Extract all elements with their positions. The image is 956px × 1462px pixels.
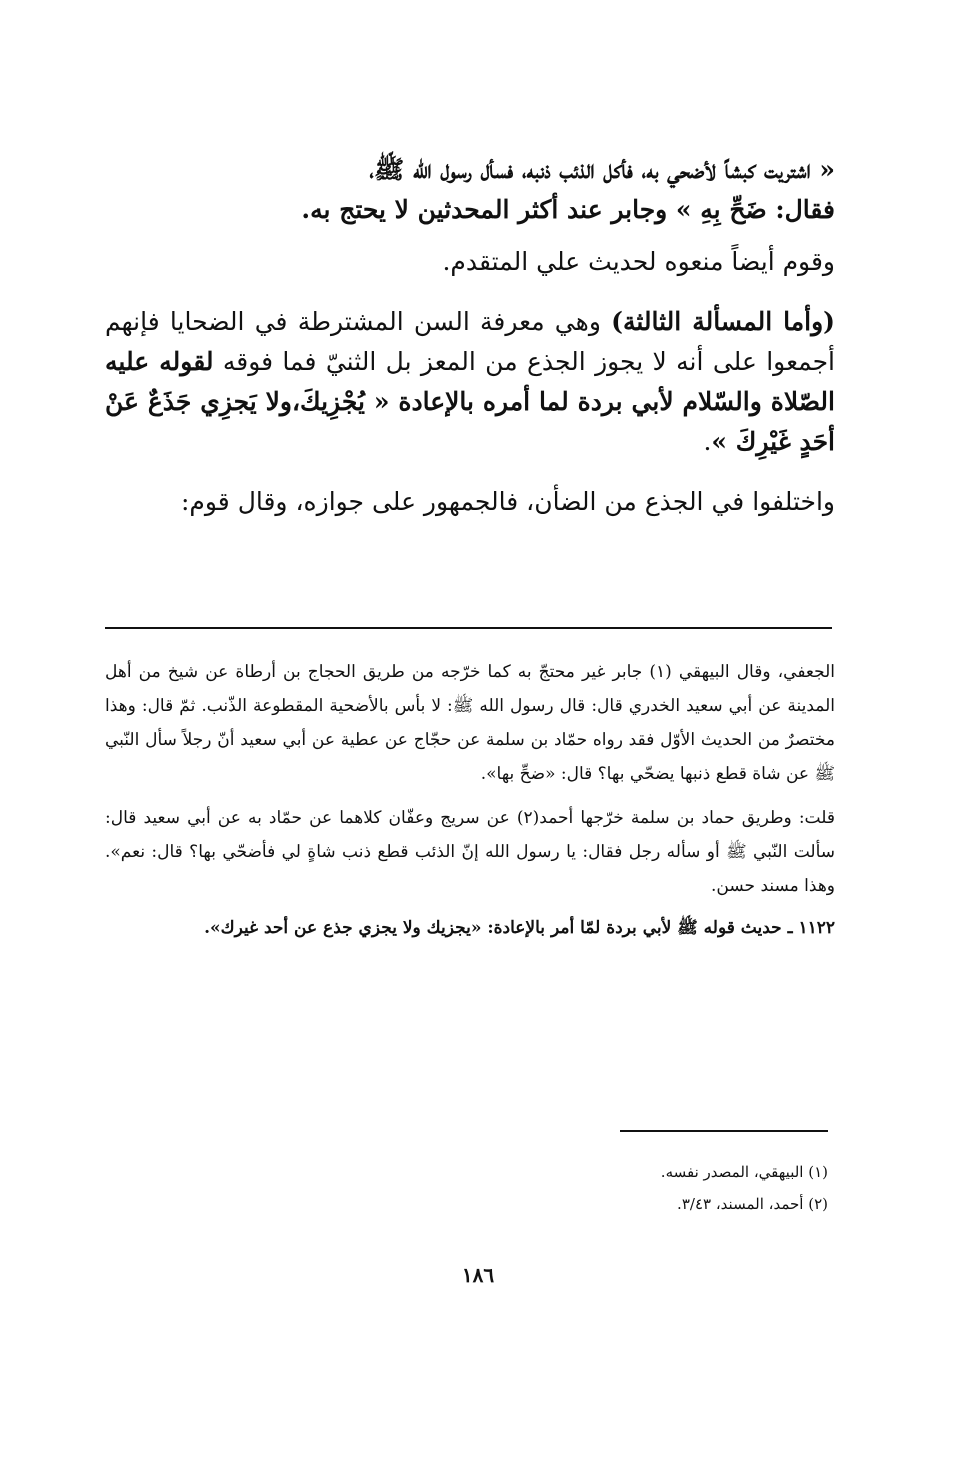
- page-number: ١٨٦: [461, 1263, 495, 1287]
- main-line-2: فقال: ضَحِّ بِهِ » وجابر عند أكثر المحدثين لا يحتج به.: [301, 195, 835, 224]
- main-paragraph-2: وقوم أيضاً منعوه لحديث علي المتقدم.: [442, 247, 835, 276]
- section-heading: (وأما المسألة الثالثة): [611, 307, 835, 336]
- footnote-1: (١) البيهقي، المصدر نفسه.: [660, 1163, 828, 1181]
- footnote-2: (٢) أحمد، المسند، ٣/٤٣.: [677, 1195, 828, 1213]
- main-separator-rule: [105, 627, 832, 629]
- hadith-entry: ١١٢٢ ـ حديث قوله ﷺ لأبي بردة لمّا أمر بالإعادة: «يجزيك ولا يجزي جذع عن أحد غيرك»: [210, 918, 835, 938]
- footnotes: [328, 1156, 828, 1220]
- commentary-paragraph-3: [105, 911, 835, 945]
- paragraph-3-text: وهي معرفة السن المشترطة في الضحايا فإنهم أجمعوا على أنه لا يجوز الجذع من المعز بل الثنيّ فما فوقه: [105, 307, 835, 376]
- main-line-1: « اشتريت كبشاً لأضحي به، فأكل الذئب ذنبه، فسأل رسول الله ﷺ،: [369, 155, 835, 184]
- hadith-quote: لقوله عليه الصّلاة والسّلام لأبي بردة لما أمره بالإعادة « يُجْزِيكَ،ولا يَجزِي جَذَعٌ عَنْ أحَدٍ غَيْرِكَ »: [105, 347, 835, 456]
- commentary-paragraph-1: الجعفي، وقال البيهقي (١) جابر غير محتجّ به كما خرّجه من طريق الحجاج بن أرطاة عن شيخ من أهل المدينة عن أبي سعيد الخدري قال: قال رسول الله ﷺ: لا بأس بالأضحية المقطوعة الذّنب. ثمّ قال: وهذا مختصرٌ من الحديث الأوّل فقد رواه حمّاد بن سلمة عن حجّاج عن عطية عن أبي سعيد أنّ رجلاً سأل النّبي ﷺ عن شاة قطع ذنبها يضحّي بها؟ قال: «ضحِّ بها».: [105, 662, 835, 784]
- main-paragraph-4: واختلفوا في الجذع من الضأن، فالجمهور على جوازه، وقال قوم:: [180, 487, 835, 516]
- commentary-paragraph-2: قلت: وطريق حماد بن سلمة خرّجها أحمد(٢) عن سريج وعفّان كلاهما عن حمّاد به عن أبي سعيد قال: سألت النّبي ﷺ أو سأله رجل فقال: يا رسول الله إنّ الذئب قطع ذنب شاةٍ لي فأضحّي بها؟ قال: نعم». وهذا مسند حسن.: [105, 808, 835, 896]
- commentary-text: [105, 655, 835, 945]
- paragraph-3-end: .: [703, 427, 712, 456]
- hadith-entry-end: .: [204, 918, 211, 938]
- main-text: [105, 150, 835, 522]
- footnote-separator-rule: [620, 1130, 828, 1132]
- main-paragraph-3: [105, 302, 835, 462]
